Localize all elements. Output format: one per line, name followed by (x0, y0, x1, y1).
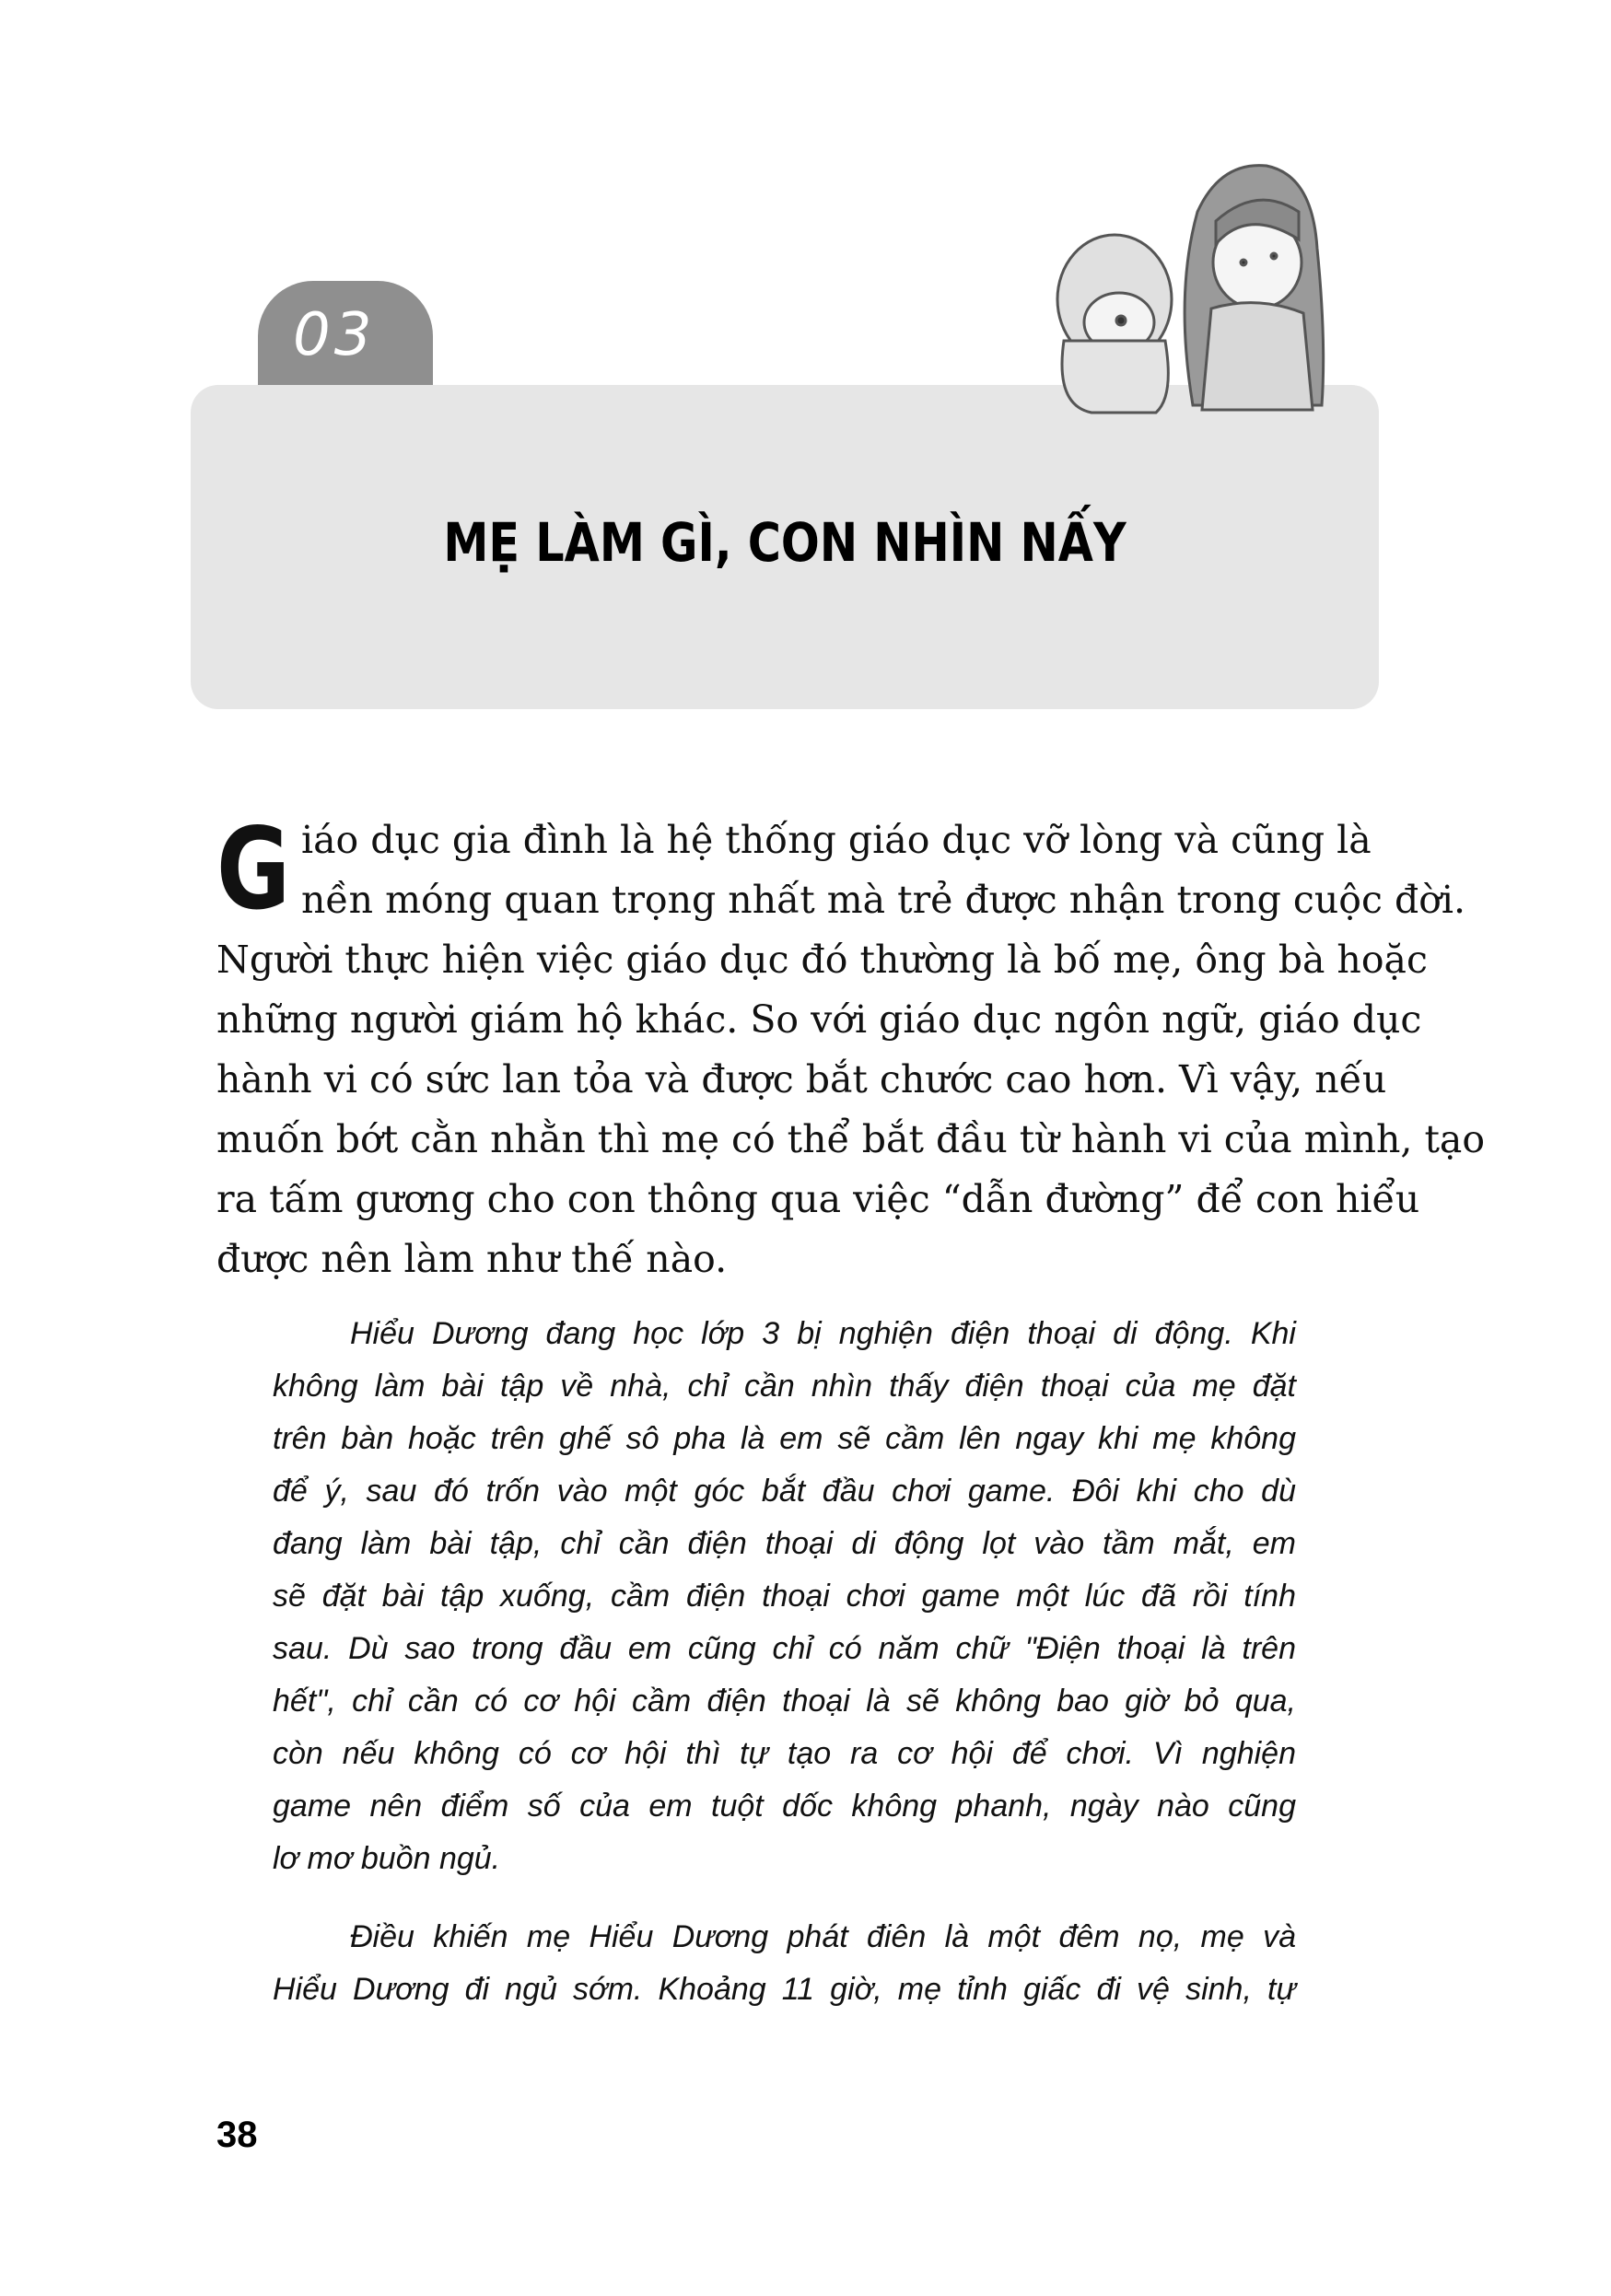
story-paragraph-1 (273, 1308, 1296, 1885)
text-line: để ý, sau đó trốn vào một góc bắt đầu chơi game. Đôi khi cho dù (273, 1474, 1296, 1509)
text-line: nền móng quan trọng nhất mà trẻ được nhận trong cuộc đời. (301, 878, 1466, 922)
chapter-number-tab (258, 281, 433, 401)
text-line: còn nếu không có cơ hội thì tự tạo ra cơ hội để chơi. Vì nghiện (273, 1736, 1296, 1771)
text-line: game nên điểm số của em tuột dốc không phanh, ngày nào cũng (273, 1789, 1296, 1824)
story-paragraph-2 (273, 1911, 1296, 2016)
text-line: muốn bớt cằn nhằn thì mẹ có thể bắt đầu từ hành vi của mình, tạo (216, 1117, 1486, 1161)
intro-paragraph (216, 804, 1486, 1289)
text-line: Hiểu Dương đang học lớp 3 bị nghiện điện thoại di động. Khi (350, 1316, 1296, 1351)
text-line: được nên làm như thế nào. (216, 1237, 728, 1281)
text-line: Người thực hiện việc giáo dục đó thường là bố mẹ, ông bà hoặc (216, 938, 1428, 982)
text-line: Hiểu Dương đi ngủ sớm. Khoảng 11 giờ, mẹ tỉnh giấc đi vệ sinh, tự (273, 1972, 1296, 2007)
chapter-title: MẸ LÀM GÌ, CON NHÌN NẤY (443, 511, 1127, 574)
text-line: ra tấm gương cho con thông qua việc “dẫn đường” để con hiểu (216, 1177, 1420, 1221)
girl-and-dog-illustration (1036, 157, 1359, 424)
text-line: iáo dục gia đình là hệ thống giáo dục vỡ lòng và cũng là (301, 818, 1372, 862)
text-line: Điều khiến mẹ Hiểu Dương phát điên là một đêm nọ, mẹ và (350, 1919, 1296, 1954)
page-number: 38 (216, 2115, 258, 2155)
chapter-number: 03 (293, 301, 376, 369)
text-line: lơ mơ buồn ngủ. (273, 1841, 501, 1876)
text-line: hành vi có sức lan tỏa và được bắt chước cao hơn. Vì vậy, nếu (216, 1057, 1387, 1101)
text-line: sẽ đặt bài tập xuống, cầm điện thoại chơi game một lúc đã rồi tính (273, 1579, 1296, 1614)
text-line: không làm bài tập về nhà, chỉ cần nhìn thấy điện thoại của mẹ đặt (273, 1369, 1296, 1404)
text-line: những người giám hộ khác. So với giáo dục ngôn ngữ, giáo dục (216, 997, 1422, 1042)
text-line: hết", chỉ cần có cơ hội cầm điện thoại là sẽ không bao giờ bỏ qua, (273, 1684, 1296, 1719)
text-line: trên bàn hoặc trên ghế sô pha là em sẽ cầm lên ngay khi mẹ không (273, 1421, 1296, 1456)
text-line: sau. Dù sao trong đầu em cũng chỉ có năm chữ "Điện thoại là trên (273, 1631, 1296, 1666)
text-line: đang làm bài tập, chỉ cần điện thoại di động lọt vào tầm mắt, em (273, 1526, 1296, 1561)
drop-cap: G (216, 804, 291, 935)
